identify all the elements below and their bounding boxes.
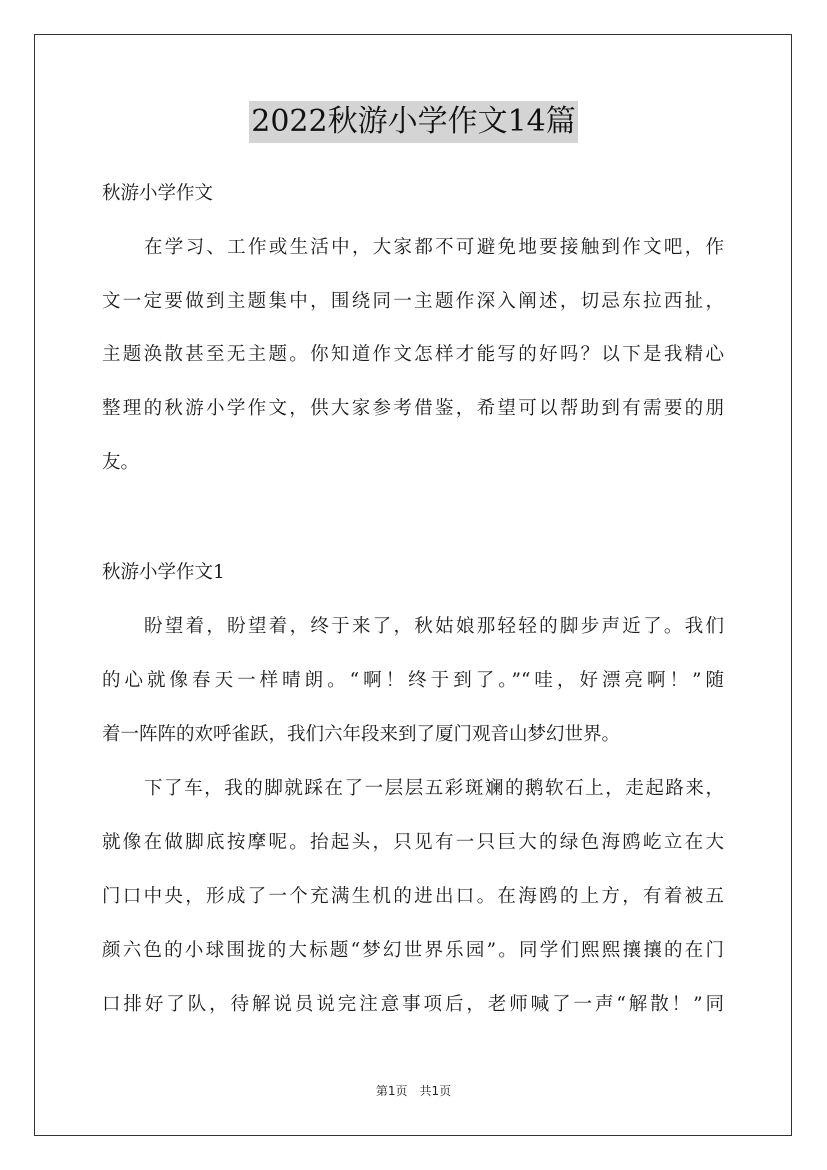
essay1-para2-line: 就像在做脚底按摩呢。抬起头，只见有一只巨大的绿色海鸥屹立在大 [102, 832, 724, 853]
essay1-para2-line: 颜六色的小球围拢的大标题“梦幻世界乐园”。同学们熙熙攘攘的在门 [102, 940, 724, 961]
essay1-para2-line: 下了车，我的脚就踩在了一层层五彩斑斓的鹅软石上，走起路来， [144, 778, 724, 799]
intro-line: 文一定要做到主题集中，围绕同一主题作深入阐述，切忌东拉西扯， [102, 291, 724, 312]
essay1-para1-line: 着一阵阵的欢呼雀跃，我们六年段来到了厦门观音山梦幻世界。 [102, 724, 621, 745]
intro-heading: 秋游小学作文 [102, 183, 214, 204]
essay1-para1-line: 的心就像春天一样晴朗。“啊！终于到了。”“哇，好漂亮啊！”随 [102, 670, 724, 691]
intro-line: 友。 [102, 452, 140, 473]
essay1-para2-line: 口排好了队，待解说员说完注意事项后，老师喊了一声“解散！”同 [102, 994, 724, 1015]
essay1-para1-line: 盼望着，盼望着，终于来了，秋姑娘那轻轻的脚步声近了。我们 [144, 616, 724, 637]
essay1-heading: 秋游小学作文1 [102, 562, 225, 583]
intro-line: 在学习、工作或生活中，大家都不可避免地要接触到作文吧，作 [144, 237, 724, 258]
document-title: 2022秋游小学作文14篇 [249, 101, 578, 143]
intro-line: 主题涣散甚至无主题。你知道作文怎样才能写的好吗？以下是我精心 [102, 344, 724, 365]
intro-line: 整理的秋游小学作文，供大家参考借鉴，希望可以帮助到有需要的朋 [102, 398, 724, 419]
page-footer: 第1页 共1页 [375, 1084, 452, 1098]
essay1-para2-line: 门口中央，形成了一个充满生机的进出口。在海鸥的上方，有着被五 [102, 886, 724, 907]
title-container [0, 101, 827, 143]
